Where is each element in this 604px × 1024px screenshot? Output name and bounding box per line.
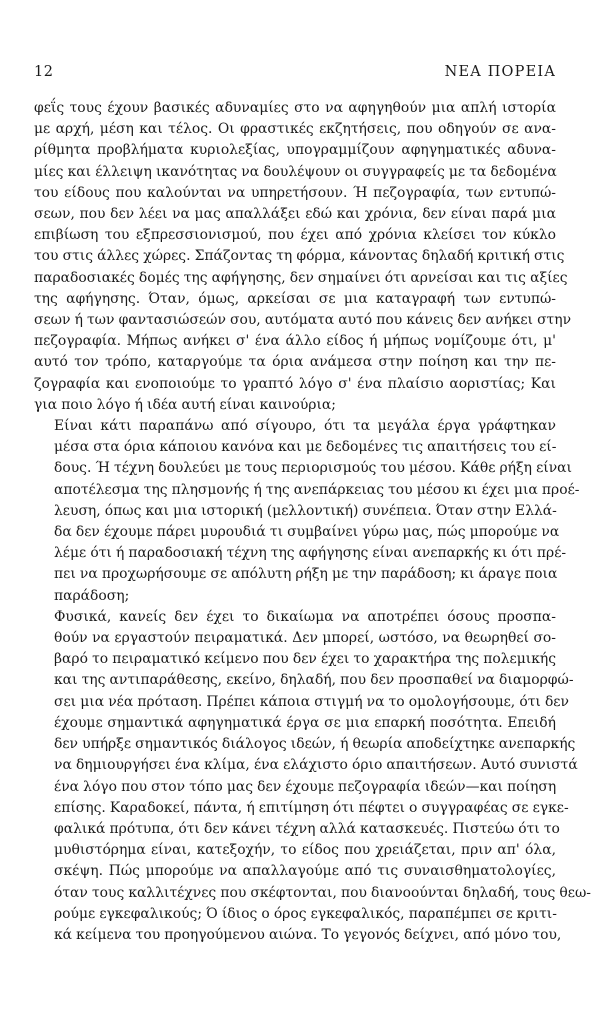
running-title: ΝΕΑ ΠΟΡΕΙΑ xyxy=(444,64,556,80)
text-line: σκέψη. Πώς μπορούμε να απαλλαγούμε από τις συναισθηματολογίες, xyxy=(54,863,556,880)
paragraph xyxy=(34,98,572,416)
text-line: της αφήγησης. Όταν, όμως, αρκείσαι σε μια καταγραφή των εντυπώ- xyxy=(34,290,556,307)
text-line: δους. Ή τέχνη δουλεύει με τους περιορισμούς του μέσου. Κάθε ρήξη είναι xyxy=(54,460,573,477)
page xyxy=(34,64,591,946)
text-line: ένα λόγο που στον τόπο μας δεν έχουμε πεζογραφία ιδεών—και ποίηση xyxy=(54,778,557,795)
text-line: επίσης. Καραδοκεί, πάντα, ή επιτίμηση ότι πέφτει ο συγγραφέας σε εγκε- xyxy=(54,799,569,816)
text-line: με αρχή, μέση και τέλος. Οι φραστικές εκζητήσεις, που οδηγούν σε ανα- xyxy=(34,121,556,138)
text-line: για ποιο λόγο ή ιδέα αυτή είναι καινούρια; xyxy=(34,396,336,413)
text-line: έχουμε σημαντικά αφηγηματικά έργα σε μια επαρκή ποσότητα. Επειδή xyxy=(54,714,556,731)
text-line: μυθιστόρημα είναι, κατεξοχήν, το είδος που χρειάζεται, πριν απ' όλα, xyxy=(54,842,556,859)
text-line: ζογραφία και ενοποιούμε το γραπτό λόγο σ' ένα πλαίσιο αοριστίας; Και xyxy=(34,375,556,392)
text-line: σει μια νέα πρόταση. Πρέπει κάποια στιγμή να το ομολογήσουμε, ότι δεν xyxy=(54,693,569,710)
text-line: δεν υπήρξε σημαντικός διάλογος ιδεών, ή θεωρία αποδείχτηκε ανεπαρκής xyxy=(54,736,576,753)
text-line: λέμε ότι ή παραδοσιακή τέχνη της αφήγησης είναι ανεπαρκής κι ότι πρέ- xyxy=(54,545,567,562)
text-line: βαρό το πειραματικό κείμενο που δεν έχει το χαρακτήρα της πολεμικής xyxy=(54,651,556,668)
text-line: του είδους που καλούνται να υπηρετήσουν. Ή πεζογραφία, των εντυπώ- xyxy=(34,184,556,201)
text-line: αυτό τον τρόπο, καταργούμε τα όρια ανάμεσα στην ποίηση και την πε- xyxy=(34,354,556,371)
text-line: Φυσικά, κανείς δεν έχει το δικαίωμα να αποτρέπει όσους προσπα- xyxy=(54,608,556,625)
text-line: ρούμε εγκεφαλικούς; Ό ίδιος ο όρος εγκεφαλικός, παραπέμπει σε κριτι- xyxy=(54,905,557,922)
text-line: φαλικά πρότυπα, ότι δεν κάνει τέχνη αλλά κατασκευές. Πιστεύω ότι το xyxy=(54,820,560,837)
text-line: παραδοσιακές δομές της αφήγησης, δεν σημαίνει ότι αρνείσαι και τις αξίες xyxy=(34,269,568,286)
text-line: παράδοση; xyxy=(54,587,130,604)
text-line: πεζογραφία. Μήπως ανήκει σ' ένα άλλο είδος ή μήπως νομίζουμε ότι, μ' xyxy=(34,333,556,350)
text-line: θούν να εργαστούν πειραματικά. Δεν μπορεί, ωστόσο, να θεωρηθεί σο- xyxy=(54,630,556,647)
text-line: μίες και έλλειψη ικανότητας να δουλέψουν οι συγγραφείς με τα δεδομένα xyxy=(34,163,557,180)
body-text xyxy=(34,98,591,946)
text-line: πει να προχωρήσουμε σε απόλυτη ρήξη με την παράδοση; κι άραγε ποια xyxy=(54,566,558,583)
page-header xyxy=(34,64,556,92)
text-line: μέσα στα όρια κάποιου κανόνα και με δεδομένες τις απαιτήσεις του εί- xyxy=(54,439,557,456)
text-line: κά κείμενα του προηγούμενου αιώνα. Το γεγονός δείχνει, από μόνο του, xyxy=(54,926,562,943)
text-line: σεων ή των φαντασιώσεών σου, αυτόματα αυτό που κάνεις δεν ανήκει στην xyxy=(34,312,572,329)
text-line: σεων, που δεν λέει να μας απαλλάξει εδώ και χρόνια, δεν είναι παρά μια xyxy=(34,206,556,223)
paragraph xyxy=(34,607,591,946)
text-line: να δημιουργήσει ένα κλίμα, ένα ελάχιστο όριο απαιτήσεων. Αυτό συνιστά xyxy=(54,757,578,774)
text-line: φεΐς τους έχουν βασικές αδυναμίες στο να αφηγηθούν μια απλή ιστορία xyxy=(34,100,556,116)
paragraph xyxy=(34,416,580,607)
text-line: όταν τους καλλιτέχνες που σκέφτονται, που διανοούνται δηλαδή, τους θεω- xyxy=(54,884,591,901)
page-number: 12 xyxy=(34,64,54,80)
text-line: και της αντιπαράθεσης, εκείνο, δηλαδή, που δεν προσπαθεί να διαμορφώ- xyxy=(54,672,574,689)
text-line: αποτέλεσμα της πλησμονής ή της ανεπάρκειας του μέσου κι έχει μια προέ- xyxy=(54,481,580,498)
text-line: Είναι κάτι παραπάνω από σίγουρο, ότι τα μεγάλα έργα γράφτηκαν xyxy=(54,418,556,435)
text-line: λευση, όπως και μια ιστορική (μελλοντική) συνέπεια. Όταν στην Ελλά- xyxy=(54,502,557,519)
text-line: του στις άλλες χώρες. Σπάζοντας τη φόρμα, κάνοντας δηλαδή κριτική στις xyxy=(34,248,565,265)
text-line: δα δεν έχουμε πάρει μυρουδιά τι συμβαίνει γύρω μας, πώς μπορούμε να xyxy=(54,524,560,541)
text-line: επιβίωση του εξπρεσσιονισμού, που έχει από χρόνια κλείσει τον κύκλο xyxy=(34,227,556,244)
text-line: ρίθμητα προβλήματα κυριολεξίας, υπογραμμίζουν αφηγηματικές αδυνα- xyxy=(34,142,556,159)
